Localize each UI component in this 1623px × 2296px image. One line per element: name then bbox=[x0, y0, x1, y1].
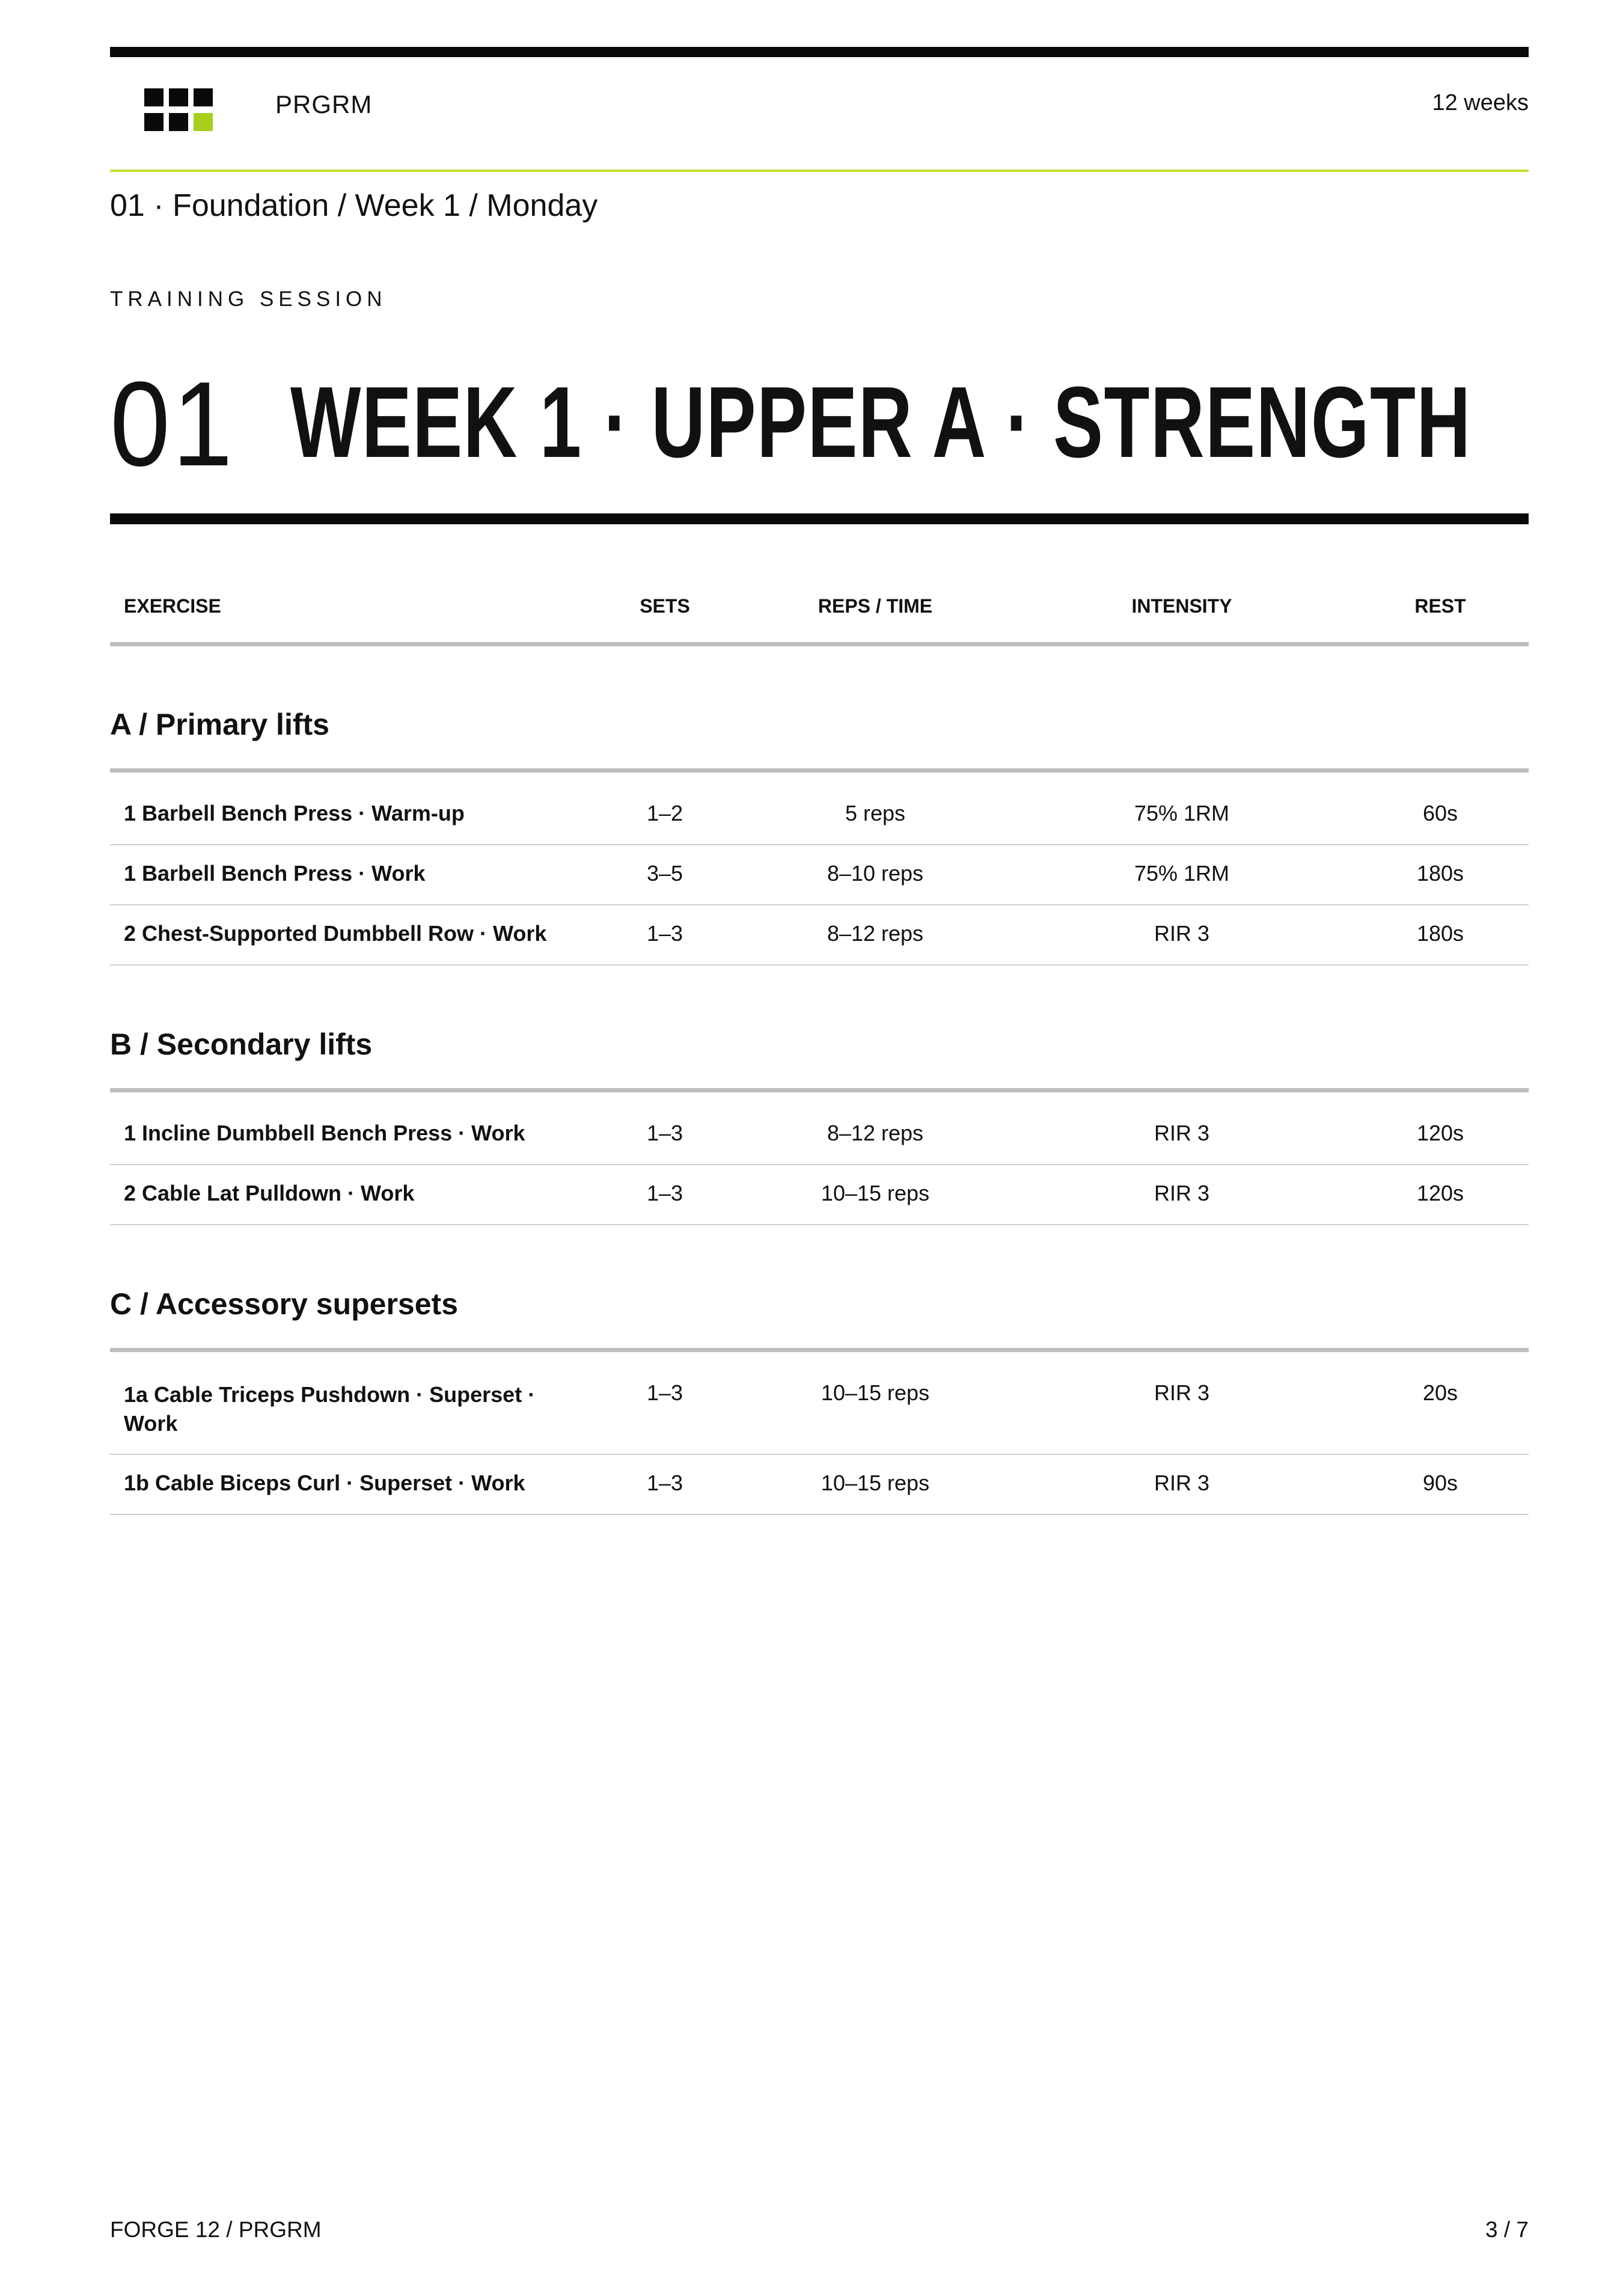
prgrm-logo-icon bbox=[144, 88, 213, 132]
reps-value: 10–15 reps bbox=[821, 1471, 930, 1495]
intensity-value: RIR 3 bbox=[1154, 921, 1210, 946]
group-divider bbox=[110, 1088, 1529, 1092]
group-title: B / Secondary lifts bbox=[110, 1027, 373, 1061]
logo-square bbox=[169, 113, 188, 131]
exercise-name: 1a Cable Triceps Pushdown · Superset · Work bbox=[124, 1382, 536, 1436]
sets-value: 3–5 bbox=[646, 861, 683, 886]
sets-value: 1–3 bbox=[646, 1380, 683, 1405]
column-header-exercise: EXERCISE bbox=[124, 595, 221, 617]
reps-value: 10–15 reps bbox=[821, 1380, 930, 1405]
logo-square bbox=[169, 88, 188, 106]
top-rule bbox=[110, 47, 1529, 57]
rest-value: 120s bbox=[1416, 1181, 1464, 1205]
column-header-intensity: INTENSITY bbox=[1131, 595, 1232, 617]
reps-value: 5 reps bbox=[845, 801, 906, 825]
intensity-value: 75% 1RM bbox=[1134, 801, 1230, 825]
table-header-divider bbox=[110, 642, 1529, 646]
session-number: 01 bbox=[110, 357, 235, 491]
reps-value: 8–12 reps bbox=[827, 1121, 924, 1145]
exercise-name: 1 Incline Dumbbell Bench Press · Work bbox=[124, 1121, 525, 1145]
intensity-value: RIR 3 bbox=[1154, 1380, 1210, 1405]
exercise-name: 2 Chest-Supported Dumbbell Row · Work bbox=[124, 921, 547, 946]
logo-square bbox=[144, 88, 164, 106]
sets-value: 1–3 bbox=[646, 1471, 683, 1495]
group-title: A / Primary lifts bbox=[110, 708, 329, 741]
footer-brand: FORGE 12 / PRGRM bbox=[110, 2217, 322, 2242]
row-divider bbox=[110, 964, 1529, 966]
reps-value: 8–12 reps bbox=[827, 921, 924, 946]
row-divider bbox=[110, 904, 1529, 905]
reps-value: 8–10 reps bbox=[827, 861, 924, 886]
intensity-value: RIR 3 bbox=[1154, 1121, 1210, 1145]
exercise-name: 1b Cable Biceps Curl · Superset · Work bbox=[124, 1471, 525, 1495]
group-divider bbox=[110, 768, 1529, 773]
row-divider bbox=[110, 844, 1529, 845]
intensity-value: 75% 1RM bbox=[1134, 861, 1230, 886]
page-number: 3 / 7 bbox=[1485, 2217, 1529, 2242]
sets-value: 1–3 bbox=[646, 921, 683, 946]
intensity-value: RIR 3 bbox=[1154, 1181, 1210, 1205]
rest-value: 180s bbox=[1416, 861, 1464, 886]
program-duration: 12 weeks bbox=[1432, 90, 1529, 115]
sets-value: 1–3 bbox=[646, 1181, 683, 1205]
accent-divider bbox=[110, 170, 1529, 172]
rest-value: 60s bbox=[1422, 801, 1458, 825]
brand-name: PRGRM bbox=[275, 90, 373, 118]
logo-square-accent bbox=[194, 113, 213, 131]
section-eyebrow: TRAINING SESSION bbox=[110, 287, 387, 311]
page-title: WEEK 1 · UPPER A · STRENGTH bbox=[290, 366, 1472, 479]
row-divider bbox=[110, 1164, 1529, 1165]
sets-value: 1–3 bbox=[646, 1121, 683, 1145]
rest-value: 120s bbox=[1416, 1121, 1464, 1145]
exercise-name: 1 Barbell Bench Press · Warm-up bbox=[124, 801, 465, 825]
row-divider bbox=[110, 1514, 1529, 1515]
logo-square bbox=[194, 88, 213, 106]
rest-value: 20s bbox=[1422, 1380, 1458, 1405]
breadcrumb: 01 · Foundation / Week 1 / Monday bbox=[110, 188, 598, 223]
title-divider bbox=[110, 513, 1529, 524]
exercise-name: 1 Barbell Bench Press · Work bbox=[124, 861, 426, 886]
group-divider bbox=[110, 1348, 1529, 1352]
logo-square bbox=[144, 113, 164, 131]
sets-value: 1–2 bbox=[646, 801, 683, 825]
rest-value: 90s bbox=[1422, 1471, 1458, 1495]
intensity-value: RIR 3 bbox=[1154, 1471, 1210, 1495]
column-header-sets: SETS bbox=[640, 595, 690, 617]
group-title: C / Accessory supersets bbox=[110, 1287, 459, 1321]
column-header-reps: REPS / TIME bbox=[818, 595, 933, 617]
column-header-rest: REST bbox=[1414, 595, 1466, 617]
reps-value: 10–15 reps bbox=[821, 1181, 930, 1205]
row-divider bbox=[110, 1454, 1529, 1455]
row-divider bbox=[110, 1224, 1529, 1225]
rest-value: 180s bbox=[1416, 921, 1464, 946]
exercise-name: 2 Cable Lat Pulldown · Work bbox=[124, 1181, 415, 1205]
